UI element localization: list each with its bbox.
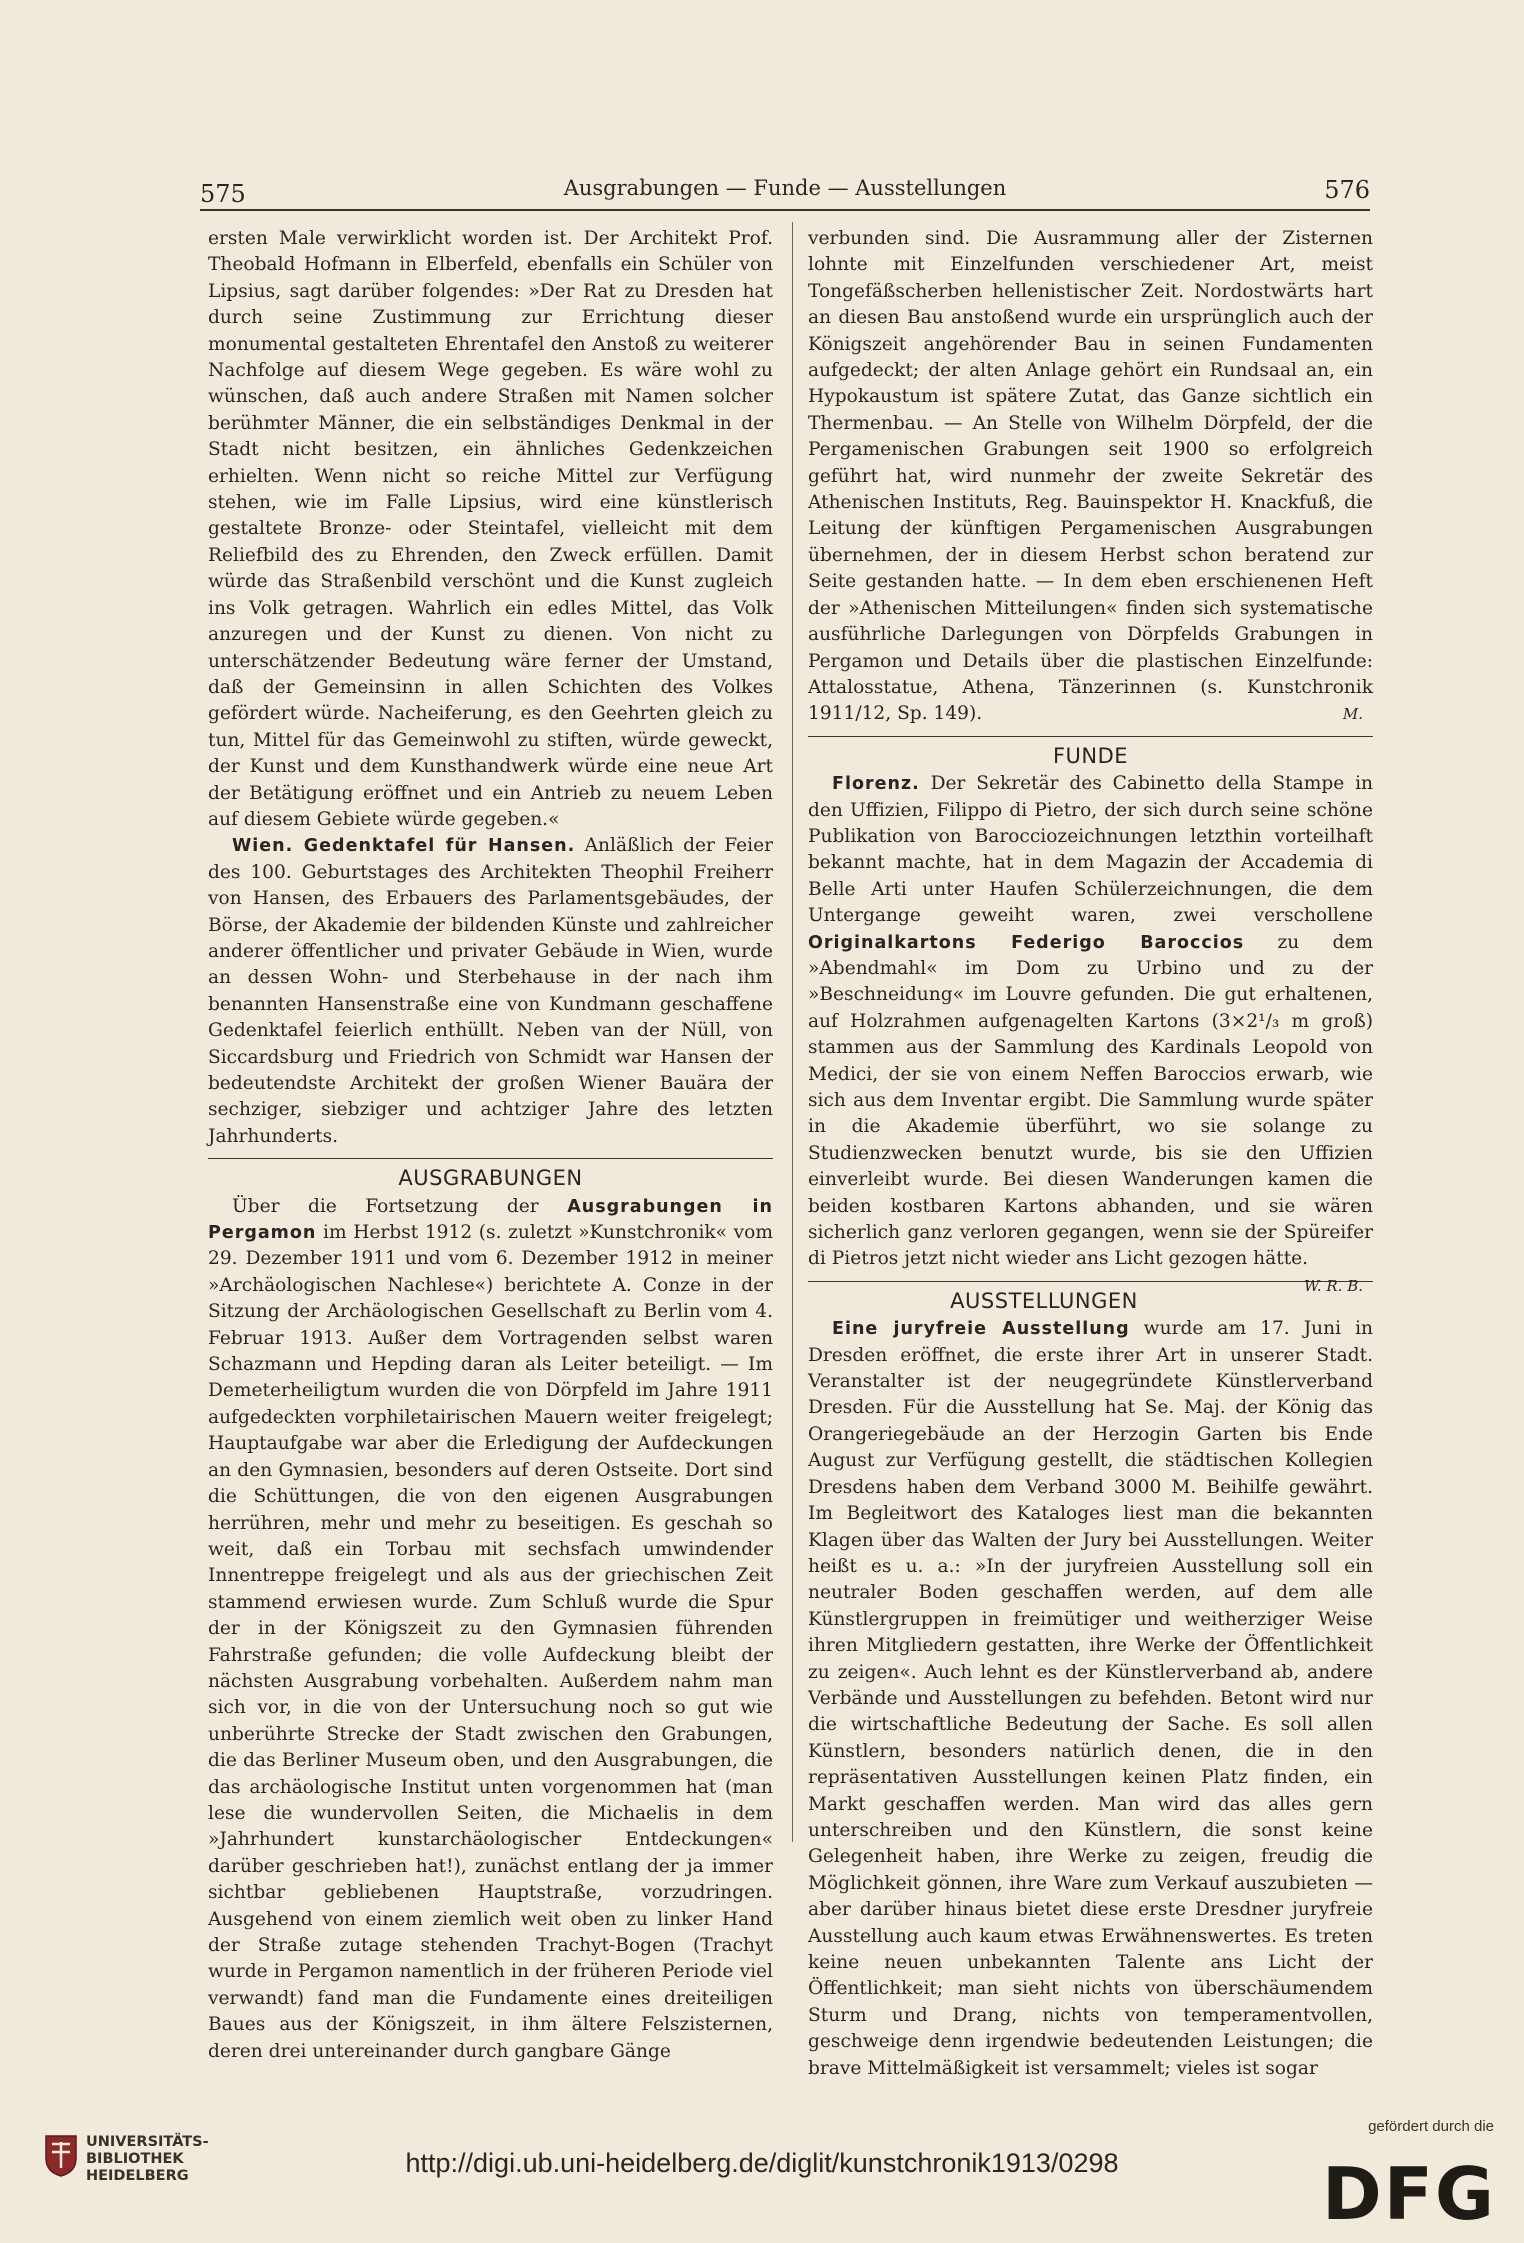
permalink[interactable]: http://digi.ub.uni-heidelberg.de/diglit/kunstchronik1913/0298: [405, 2148, 1119, 2178]
ausstellung-paragraph: [808, 1316, 1373, 2082]
right-column: [808, 226, 1373, 2082]
page-number-right: 576: [1324, 176, 1370, 204]
signature-m: M.: [1342, 705, 1363, 724]
pergamon-paragraph: [208, 1194, 773, 2065]
funded-by-label: gefördert durch die: [1368, 2118, 1494, 2135]
section-ausstellungen: AUSSTELLUNGEN: [808, 1281, 1373, 1314]
florenz-paragraph: [808, 771, 1373, 1295]
running-title: Ausgrabungen — Funde — Ausstellungen: [563, 176, 1007, 200]
left-column: [208, 226, 773, 2065]
wien-heading: Wien. Gedenktafel für Hansen.: [232, 836, 576, 857]
pergamon-continued-paragraph: [808, 226, 1373, 728]
library-line-3: HEIDELBERG: [86, 2168, 189, 2184]
ausstellung-heading: Eine juryfreie Ausstellung: [832, 1319, 1130, 1340]
digitization-footer: [0, 2118, 1524, 2243]
section-ausgrabungen: AUSGRABUNGEN: [208, 1158, 773, 1191]
running-header: [200, 170, 1370, 210]
library-line-1: UNIVERSITÄTS-: [86, 2134, 209, 2150]
florenz-bold: Originalkartons Federigo Baroccios: [808, 932, 1245, 953]
pergamon-text: im Herbst 1912 (s. zuletzt »Kunstchronik« vom 29. Dezember 1911 und vom 6. Dezember 1912 in meiner »Archäologischen Nachlese«) berichtete A. Conze in der Sitzung der Archäologischen Gesellschaft zu Berlin vom 4. Februar 1913. Außer dem Vortragenden selbst waren Schazmann und Hepding daran als Leiter beteiligt. — Im Demeterheiligtum wurden die von Dörpfeld im Jahre 1911 aufgedeckten vorphiletairischen Mauern weiter freigelegt; Hauptaufgabe war aber die Erledigung der Aufdeckungen an den Gymnasien, besonders auf deren Ostseite. Dort sind die Schüttungen, die von den eigenen Ausgrabungen herrühren, mehr und mehr zu beseitigen. Es geschah so weit, daß ein Torbau mit sechsfach umwindender Innentreppe freigelegt und als aus der griechischen Zeit stammend erwiesen wurde. Zum Schluß wurde die Spur der in der Königszeit zu den Gymnasien führenden Fahrstraße gefunden; die volle Aufdeckung bleibt der nächsten Ausgrabung vorbehalten. Außerdem nahm man sich vor, in die von der Untersuchung noch so gut wie unberührte Strecke der Stadt zwischen den Grabungen, die das Berliner Museum oben, und den Ausgrabungen, die das archäologische Institut unten vorgenommen hat (man lese die wundervollen Seiten, die Michaelis in dem »Jahrhundert kunstarchäologischer Entdeckungen« darüber geschrieben hat!), zunächst entlang der ja immer sichtbar gebliebenen Hauptstraße, vorzudringen. Ausgehend von einem ziemlich weit oben zu linker Hand der Straße zutage stehenden Trachyt-Bogen (Trachyt wurde in Pergamon namentlich in der früheren Periode viel verwandt) fand man die Fundamente eines dreiteiligen Baues aus der Königszeit, in ihm ältere Felszisternen, deren drei untereinander durch gangbare Gänge: [208, 1222, 773, 2062]
florenz-heading: Florenz.: [832, 774, 920, 795]
dfg-logo: DFG: [1321, 2152, 1496, 2236]
pergamon-continued-text: verbunden sind. Die Ausrammung aller der Zisternen lohnte mit Einzelfunden verschiedener Art, meist Tongefäßscherben hellenistischer Zeit. Nordostwärts hart an diesen Bau anstoßend wurde ein ursprünglich auch der Königszeit angehörender Bau in seinen Fundamenten aufgedeckt; der alten Anlage gehört ein Rundsaal an, ein Hypokaustum ist spätere Zutat, das Ganze sichtlich ein Thermenbau. — An Stelle von Wilhelm Dörpfeld, der die Pergamenischen Grabungen seit 1900 so erfolgreich geführt hat, wird nunmehr der zweite Sekretär des Athenischen Instituts, Reg. Bauinspektor H. Knackfuß, die Leitung der künftigen Pergamenischen Ausgrabungen übernehmen, der in diesem Herbst schon beratend zur Seite gestanden hatte. — In dem eben erschienenen Heft der »Athenischen Mitteilungen« finden sich systematische ausführliche Darlegungen von Dörpfelds Grabungen in Pergamon und Details über die plastischen Einzelfunde: Attalosstatue, Athena, Tänzerinnen (s. Kunstchronik 1911/12, Sp. 149).: [808, 228, 1373, 725]
ausstellung-text: wurde am 17. Juni in Dresden eröffnet, die erste ihrer Art in unserer Stadt. Veranstalter ist der neugegründete Künstlerverband Dresden. Für die Ausstellung hat Se. Maj. der König das Orangeriegebäude an der Herzogin Garten bis Ende August zur Verfügung gestellt, die städtischen Kollegien Dresdens haben dem Verband 3000 M. Beihilfe gewährt. Im Begleitwort des Kataloges liest man die bekannten Klagen über das Walten der Jury bei Ausstellungen. Weiter heißt es u. a.: »In der juryfreien Ausstellung soll ein neutraler Boden geschaffen werden, auf dem alle Künstlergruppen in freimütiger und weitherziger Weise ihren Mitgliedern gestatten, ihre Werke der Öffentlichkeit zu zeigen«. Auch lehnt es der Künstlerverband ab, andere Verbände und Ausstellungen zu befehden. Betont wird nur die wirtschaftliche Bedeutung der Sache. Es soll allen Künstlern, besonders natürlich denen, die in den repräsentativen Ausstellungen keinen Platz finden, ein Markt geschaffen werden. Man wird das alles gern unterschreiben und den Künstlern, die sonst keine Gelegenheit haben, ihre Werke zu zeigen, freudig die Möglichkeit gönnen, ihre Ware zum Verkauf auszubieten — aber darüber hinaus bietet diese erste Dresdner juryfreie Ausstellung auch kaum etwas Erwähnenswertes. Es treten keine neuen unbekannten Talente ans Licht der Öffentlichkeit; man sieht nichts von überschäumendem Sturm und Drang, nichts von temperamentvollen, geschweige denn irgendwie bedeutenden Leistungen; die brave Mittelmäßigkeit ist versammelt; vieles ist sogar: [808, 1318, 1373, 2079]
page-number-left: 575: [200, 180, 246, 208]
wien-paragraph: [208, 833, 773, 1150]
library-line-2: BIBLIOTHEK: [86, 2151, 184, 2167]
lipsius-paragraph: ersten Male verwirklicht worden ist. Der Architekt Prof. Theobald Hofmann in Elberfeld, ebenfalls ein Schüler von Lipsius, sagt darüber folgendes: »Der Rat zu Dresden hat durch seine Zustimmung zur Errichtung dieser monumental gestalteten Ehrentafel den Anstoß zu weiterer Nachfolge auf diesem Wege gegeben. Es wäre wohl zu wünschen, daß auch andere Straßen mit Namen solcher berühmter Männer, die ein selbständiges Denkmal in der Stadt nicht besitzen, ein ähnliches Gedenkzeichen erhielten. Wenn nicht so reiche Mittel zur Verfügung stehen, wie im Falle Lipsius, wird eine künstlerisch gestaltete Bronze- oder Steintafel, vielleicht mit dem Reliefbild des zu Ehrenden, den Zweck erfüllen. Damit würde das Straßenbild verschönt und die Kunst zugleich ins Volk getragen. Wahrlich ein edles Mittel, das Volk anzuregen und der Kunst zu dienen. Von nicht zu unterschätzender Bedeutung wäre ferner der Umstand, daß der Gemeinsinn in allen Schichten des Volkes gefördert würde. Nacheiferung, es den Geehrten gleich zu tun, Mittel für das Gemeinwohl zu stiften, würde geweckt, der Kunst und dem Kunsthandwerk würde eine neue Art der Betätigung eröffnet und ein Antrieb zu neuem Leben auf diesem Gebiete würde gegeben.«: [208, 228, 773, 830]
florenz-text-2: zu dem »Abendmahl« im Dom zu Urbino und zu der »Beschneidung« im Louvre gefunden. Die gut erhaltenen, auf Holzrahmen aufgenagelten Kartons (3×2¹/₃ m groß) stammen aus der Sammlung des Kardinals Leopold von Medici, der sie von einem Neffen Baroccios erwarb, wie sich aus dem Inventar ergibt. Die Sammlung wurde später in die Akademie überführt, wo sie solange zu Studienzwecken benutzt wurde, bis sie den Uffizien einverleibt wurde. Bei diesen Wanderungen kamen die beiden kostbaren Kartons abhanden, und sie wären sicherlich ganz verloren gegangen, wenn sie der Spüreifer di Pietros jetzt nicht wieder ans Licht gezogen hätte.: [808, 931, 1373, 1270]
florenz-text-1: Der Sekretär des Cabinetto della Stampe in den Uffizien, Filippo di Pietro, der sich durch seine schöne Publikation von Barocciozeichnungen letzthin vorteilhaft bekannt machte, hat in dem Magazin der Accademia di Belle Arti unter Haufen Schülerzeichnungen, die dem Untergange geweiht waren, zwei verschollene: [808, 773, 1373, 927]
wien-text: Anläßlich der Feier des 100. Geburtstages des Architekten Theophil Freiherr von Hansen, des Erbauers des Parlamentsgebäudes, der Börse, der Akademie der bildenden Künste und zahlreicher anderer öffentlicher und privater Gebäude in Wien, wurde an dessen Wohn- und Sterbehause in der nach ihm benannten Hansenstraße eine von Kundmann geschaffene Gedenktafel feierlich enthüllt. Neben van der Nüll, von Siccardsburg und Friedrich von Schmidt war Hansen der bedeutendste Architekt der großen Wiener Bauära der sechziger, siebziger und achtziger Jahre des letzten Jahrhunderts.: [208, 835, 773, 1147]
pergamon-pre: Über die Fortsetzung der: [232, 1195, 568, 1217]
signature-wrb: W. R. B.: [1304, 1276, 1363, 1295]
pergamon-heading: Ausgrabungen in Pergamon: [208, 1196, 773, 1244]
header-rule: [200, 209, 1370, 211]
column-divider: [792, 222, 793, 1842]
section-funde: FUNDE: [808, 736, 1373, 769]
